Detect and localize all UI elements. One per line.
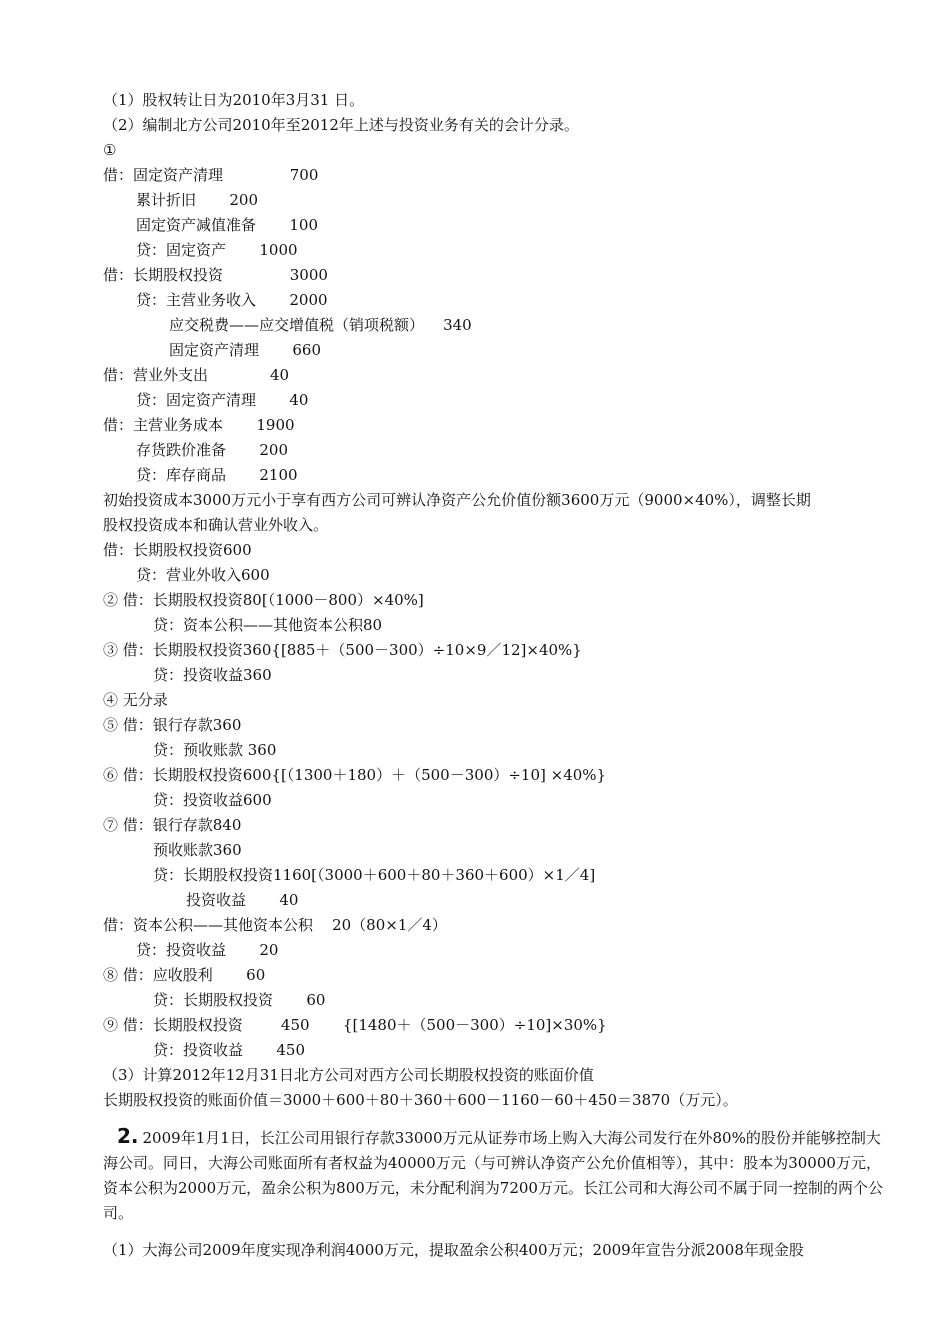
text-line: 股权投资成本和确认营业外收入。 (103, 516, 329, 534)
text-line: 贷：库存商品 2100 (136, 466, 298, 484)
text-line: 固定资产减值准备 100 (136, 216, 319, 234)
text-line: ⑧ 借：应收股利 60 (103, 966, 266, 984)
text-line: ⑥ 借：长期股权投资600{[（1300＋180）＋（500－300）÷10] ×40%} (103, 766, 607, 784)
text-line: 借：资本公积——其他资本公积 20（80×1／4） (103, 916, 447, 934)
text-line: ④ 无分录 (103, 691, 168, 709)
text-line: 借：营业外支出 40 (103, 366, 290, 384)
text-line: 初始投资成本3000万元小于享有西方公司可辨认净资产公允价值份额3600万元（9000×40%），调整长期 (103, 491, 811, 509)
text-line: 贷：长期股权投资 60 (153, 991, 326, 1009)
question-2-text: 2009年1月1日，长江公司用银行存款33000万元从证券市场上购入大海公司发行在外80%的股份并能够控制大海公司。同日，大海公司账面所有者权益为40000万元（与可辨认净资产公允价值相等），其中：股本为30000万元，资本公积为2000万元，盈余公积为800万元，未分配利润为7200万元。长江公司和大海公司不属于同一控制的两个公司。 (103, 1129, 883, 1222)
text-line: 预收账款360 (153, 841, 242, 859)
text-line: ③ 借：长期股权投资360{[885＋（500－300）÷10×9／12]×40%} (103, 641, 582, 659)
text-line: 累计折旧 200 (136, 191, 259, 209)
text-line: ⑨ 借：长期股权投资 450 {[1480＋（500－300）÷10]×30%} (103, 1016, 607, 1034)
text-line: 长期股权投资的账面价值＝3000＋600＋80＋360＋600－1160－60＋450＝3870（万元）。 (103, 1091, 738, 1109)
question-2-item-1: （1）大海公司2009年度实现净利润4000万元，提取盈余公积400万元；2009年宣告分派2008年现金股 (103, 1241, 804, 1259)
text-line: 贷：投资收益600 (153, 791, 272, 809)
text-line: 借：长期股权投资 3000 (103, 266, 328, 284)
text-line: 贷：营业外收入600 (136, 566, 270, 584)
text-line: 借：主营业务成本 1900 (103, 416, 295, 434)
question-2-number: 2. (117, 1124, 139, 1148)
question-2-paragraph (103, 1124, 883, 1226)
text-line: ① (103, 141, 117, 159)
text-line: 贷：主营业务收入 2000 (136, 291, 328, 309)
text-line: 贷：固定资产清理 40 (136, 391, 309, 409)
text-line: 借：长期股权投资600 (103, 541, 252, 559)
text-line: 贷：投资收益 450 (153, 1041, 306, 1059)
text-line: （3）计算2012年12月31日北方公司对西方公司长期股权投资的账面价值 (103, 1066, 594, 1084)
text-line: 应交税费——应交增值税（销项税额） 340 (169, 316, 472, 334)
text-line: 存货跌价准备 200 (136, 441, 289, 459)
text-line: 贷：投资收益360 (153, 666, 272, 684)
text-line: ② 借：长期股权投资80[（1000－800）×40%] (103, 591, 424, 609)
text-line: ⑤ 借：银行存款360 (103, 716, 242, 734)
text-line: 贷：资本公积——其他资本公积80 (153, 616, 383, 634)
text-line: （2）编制北方公司2010年至2012年上述与投资业务有关的会计分录。 (103, 116, 579, 134)
text-line: 投资收益 40 (186, 891, 299, 909)
text-line: 贷：预收账款 360 (153, 741, 277, 759)
text-line: 借：固定资产清理 700 (103, 166, 319, 184)
text-line: ⑦ 借：银行存款840 (103, 816, 242, 834)
text-line: （1）股权转让日为2010年3月31 日。 (103, 91, 365, 109)
text-line: 贷：固定资产 1000 (136, 241, 298, 259)
text-line: 贷：投资收益 20 (136, 941, 279, 959)
text-line: 贷：长期股权投资1160[（3000＋600＋80＋360＋600）×1／4] (153, 866, 596, 884)
text-line: 固定资产清理 660 (169, 341, 322, 359)
